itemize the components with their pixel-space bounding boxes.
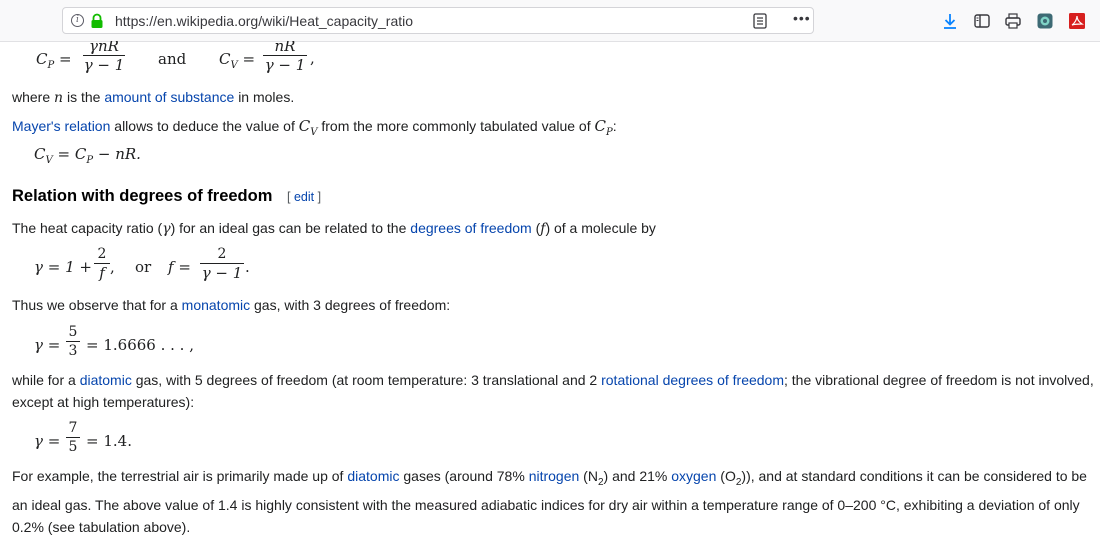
- cv-subscript: V: [230, 60, 238, 71]
- lock-icon[interactable]: [90, 13, 104, 29]
- cv-symbol: C: [219, 50, 231, 68]
- page-actions-menu[interactable]: •••: [793, 10, 811, 26]
- paragraph-degrees-of-freedom: The heat capacity ratio (γ) for an ideal gas can be related to the degrees of freedom (f) of a molecule by: [12, 220, 656, 237]
- cv-denominator: γ − 1: [264, 56, 306, 74]
- link-monatomic[interactable]: monatomic: [181, 297, 251, 313]
- paragraph-monatomic: Thus we observe that for a monatomic gas, with 3 degrees of freedom:: [12, 297, 451, 313]
- link-nitrogen[interactable]: nitrogen: [528, 468, 580, 484]
- paragraph-air-example: For example, the terrestrial air is primarily made up of diatomic gases (around 78% nitrogen $(N_2)$ and 21% oxygen $(O_2)$), and at standard conditions it can be considered to be an ideal gas. The above value of 1.4 is highly consistent with the measured adiabatic indices for dry air within a temperature range of 0–200 °C, exhibiting a deviation of only 0.2% (see tabulation above).: [12, 468, 1087, 535]
- sidebar-icon[interactable]: [973, 12, 991, 30]
- info-icon[interactable]: i: [71, 14, 84, 27]
- cp-denominator: γ − 1: [83, 56, 125, 74]
- edit-link[interactable]: edit: [293, 190, 315, 204]
- link-mayers-relation[interactable]: Mayer's relation: [12, 118, 111, 134]
- extension-icon[interactable]: [1036, 12, 1054, 30]
- url-text[interactable]: https://en.wikipedia.org/wiki/Heat_capacity_ratio: [115, 13, 414, 29]
- cp-numerator: γnR: [83, 41, 125, 56]
- link-amount-of-substance[interactable]: amount of substance: [104, 89, 235, 105]
- cp-subscript: P: [47, 60, 55, 71]
- link-rotational-degrees-of-freedom[interactable]: rotational degrees of freedom: [601, 372, 784, 388]
- article-content: $C_P$ = γnR γ − 1 and $C_V$ = $\frac{nR}{\gamma - 1}$ , where n is the amount of substance in moles. Mayer's relation allows to deduce the value of $C_V$ from the more commonly tabulated value of $C_P$: $C_V = C_P$ − nR. Relation with degrees of freedom [ edit ] The heat capacity ratio (γ) for an ideal gas can be related to the degrees of freedom (f) of a molecule by γ = 1 + $\frac{2}{f}$ , or f = $\frac{2}{\gamma - 1}$ . Thus we observe that for a monatomic gas, with 3 degrees of freedom: γ = $\frac{5}{3}$ = 1.6666 . . . , while for a diatomic gas, with 5 degrees of freedom (at room temperature: 3 translational and 2 rotational degrees of freedom; the vibrational degree of freedom is not involved, except at high temperatures): γ = $\frac{7}{5}$ = 1.4. For example, the terrestrial air is primarily made up of diatomic gases (around 78% nitrogen $(N_2)$ and 21% oxygen $(O_2)$), and at standard conditions it can be considered to be an ideal gas. The above value of 1.4 is highly consistent with the measured adiabatic indices for dry air within a temperature range of 0–200 °C, exhibiting a deviation of only 0.2% (see tabulation above).: [0, 41, 1100, 549]
- paragraph-amount-of-substance: where n is the amount of substance in moles.: [12, 89, 295, 106]
- edit-section: [ edit ]: [286, 190, 322, 204]
- link-oxygen[interactable]: oxygen: [671, 468, 717, 484]
- print-icon[interactable]: [1004, 12, 1022, 30]
- pdf-icon[interactable]: [1068, 12, 1086, 30]
- n-variable: n: [54, 90, 64, 106]
- download-icon[interactable]: [941, 12, 959, 30]
- paragraph-mayers-relation: Mayer's relation allows to deduce the value of $C_V$ from the more commonly tabulated value of $C_P$:: [12, 117, 617, 138]
- eq1-comma: ,: [310, 49, 315, 67]
- heading-text: Relation with degrees of freedom: [12, 187, 273, 205]
- link-degrees-of-freedom[interactable]: degrees of freedom: [410, 220, 532, 236]
- cv-numerator: nR: [263, 41, 307, 56]
- paragraph-diatomic: while for a diatomic gas, with 5 degrees of freedom (at room temperature: 3 translational and 2 rotational degrees of freedom; the vibrational degree of freedom is not involved, except at high temperatures):: [12, 372, 1094, 410]
- section-heading: [12, 187, 321, 206]
- address-bar[interactable]: [62, 7, 814, 34]
- cp-symbol: C: [36, 50, 48, 68]
- reader-view-icon[interactable]: [753, 13, 767, 29]
- browser-toolbar: [0, 0, 1100, 42]
- link-diatomic[interactable]: diatomic: [79, 372, 132, 388]
- link-diatomic-2[interactable]: diatomic: [347, 468, 400, 484]
- equation-mayer: $C_V = C_P$ − nR.: [34, 145, 141, 166]
- and-text: and: [158, 50, 187, 68]
